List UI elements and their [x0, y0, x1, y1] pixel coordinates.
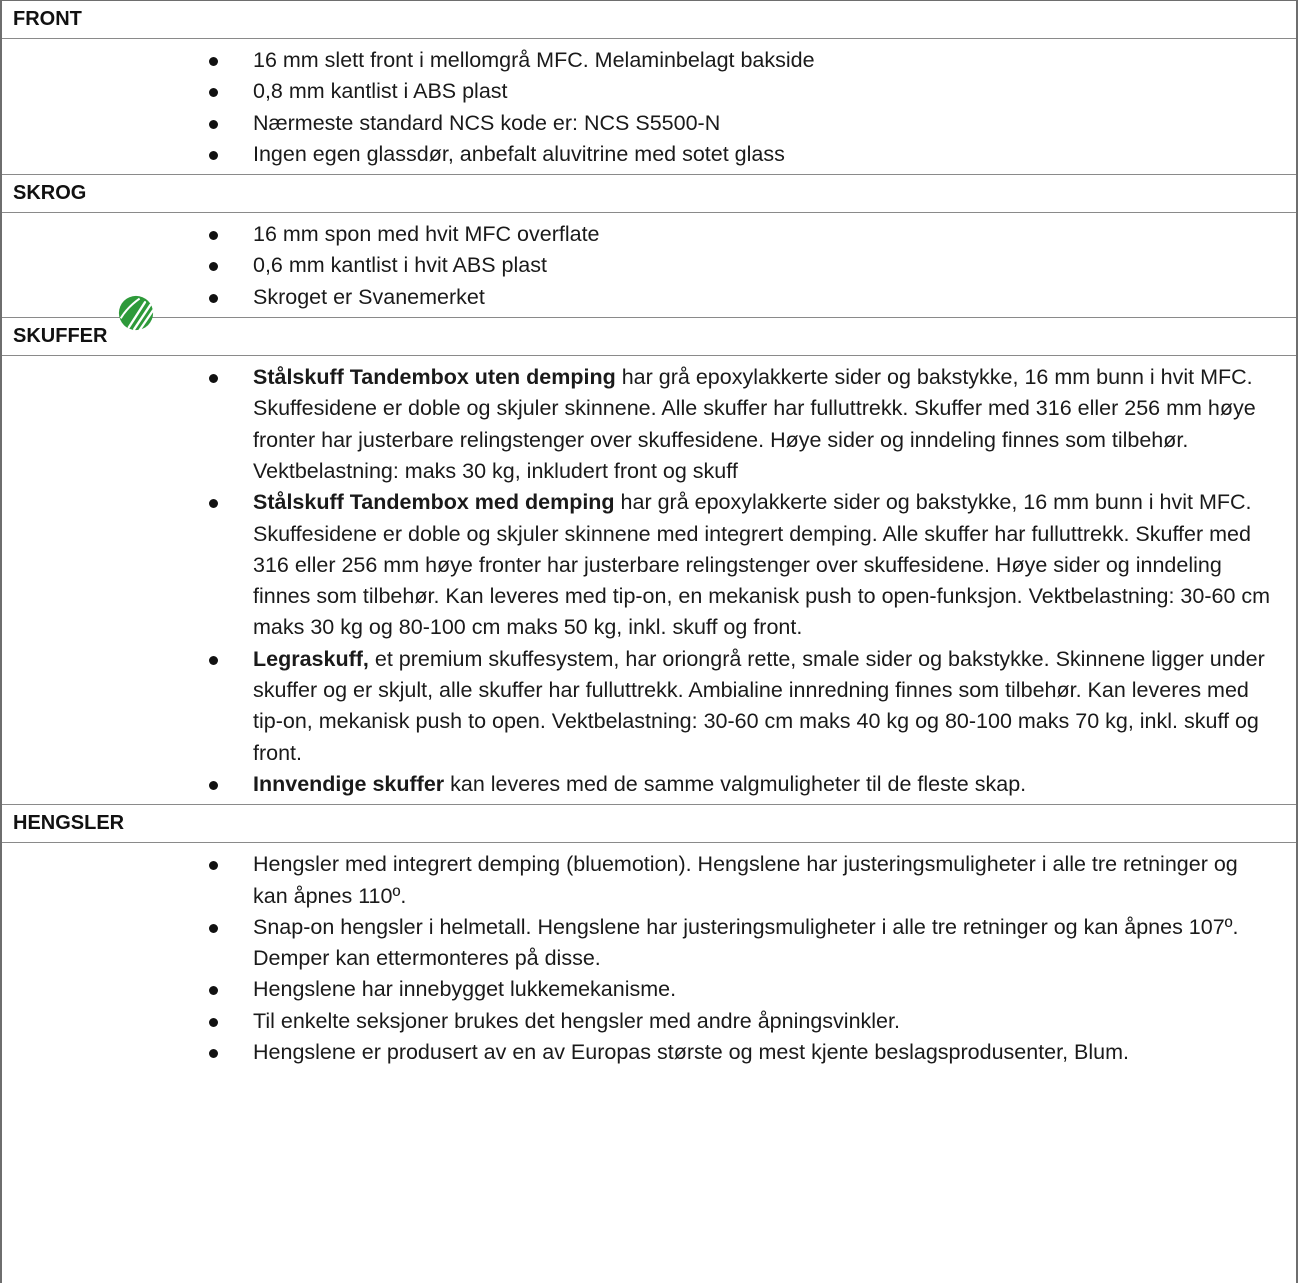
- list-item: 0,6 mm kantlist i hvit ABS plast: [253, 250, 1272, 281]
- nordic-swan-ecolabel-icon: [118, 295, 154, 331]
- bullet-icon: [209, 120, 218, 129]
- section-header-skrog: SKROG: [2, 175, 1296, 213]
- section-body-front: [2, 39, 1296, 175]
- bullet-icon: [209, 924, 218, 933]
- bullet-icon: [209, 57, 218, 66]
- section-header-skuffer: SKUFFER: [2, 318, 1296, 356]
- bullet-icon: [209, 986, 218, 995]
- list-item: Hengslene har innebygget lukkemekanisme.: [253, 974, 1272, 1005]
- list-item: Stålskuff Tandembox med demping har grå epoxylakkerte sider og bakstykke, 16 mm bunn i hvit MFC. Skuffesidene er doble og skjuler skinnene med integrert demping. Alle skuffer har fulluttrekk. Skuffer med 316 eller 256 mm høye fronter har justerbare relingstenger over skuffesidene. Høye sider og inndeling finnes som tilbehør. Kan leveres med tip-on, en mekanisk push to open-funksjon. Vektbelastning: 30-60 cm maks 30 kg og 80-100 cm maks 50 kg, inkl. skuff og front.: [253, 487, 1272, 643]
- list-item: Snap-on hengsler i helmetall. Hengslene har justeringsmuligheter i alle tre retninger og kan åpnes 107º. Demper kan ettermonteres på disse.: [253, 912, 1272, 975]
- bullet-icon: [209, 294, 218, 303]
- bullet-list-front: [2, 45, 1296, 170]
- section-header-hengsler: HENGSLER: [2, 805, 1296, 843]
- bullet-icon: [209, 499, 218, 508]
- list-item: 0,8 mm kantlist i ABS plast: [253, 76, 1272, 107]
- bullet-icon: [209, 88, 218, 97]
- list-item: Til enkelte seksjoner brukes det hengsler med andre åpningsvinkler.: [253, 1006, 1272, 1037]
- list-item: Ingen egen glassdør, anbefalt aluvitrine med sotet glass: [253, 139, 1272, 170]
- bullet-icon: [209, 151, 218, 160]
- bullet-list-skrog: [2, 219, 1296, 313]
- bullet-icon: [209, 861, 218, 870]
- bullet-list-skuffer: [2, 362, 1296, 800]
- list-item: 16 mm spon med hvit MFC overflate: [253, 219, 1272, 250]
- bullet-icon: [209, 262, 218, 271]
- section-body-hengsler: [2, 843, 1296, 1072]
- bullet-icon: [209, 781, 218, 790]
- bullet-icon: [209, 374, 218, 383]
- bullet-icon: [209, 1049, 218, 1058]
- section-body-skrog: [2, 213, 1296, 318]
- bullet-list-hengsler: [2, 849, 1296, 1068]
- section-body-skuffer: [2, 356, 1296, 805]
- list-item: Nærmeste standard NCS kode er: NCS S5500-N: [253, 108, 1272, 139]
- bullet-icon: [209, 1018, 218, 1027]
- list-item: Innvendige skuffer kan leveres med de samme valgmuligheter til de fleste skap.: [253, 769, 1272, 800]
- list-item: Hengsler med integrert demping (bluemotion). Hengslene har justeringsmuligheter i alle tre retninger og kan åpnes 110º.: [253, 849, 1272, 912]
- list-item: Stålskuff Tandembox uten demping har grå epoxylakkerte sider og bakstykke, 16 mm bunn i hvit MFC. Skuffesidene er doble og skjuler skinnene. Alle skuffer har fulluttrekk. Skuffer med 316 eller 256 mm høye fronter har justerbare relingstenger over skuffesidene. Høye sider og inndeling finnes som tilbehør. Vektbelastning: maks 30 kg, inkludert front og skuff: [253, 362, 1272, 487]
- list-item: Skroget er Svanemerket: [253, 282, 1272, 313]
- list-item: Hengslene er produsert av en av Europas største og mest kjente beslagsprodusenter, Blum.: [253, 1037, 1272, 1068]
- section-header-front: FRONT: [2, 1, 1296, 39]
- bullet-icon: [209, 656, 218, 665]
- list-item: Legraskuff, et premium skuffesystem, har oriongrå rette, smale sider og bakstykke. Skinnene ligger under skuffer og er skjult, alle skuffer har fulluttrekk. Ambialine innredning finnes som tilbehør. Kan leveres med tip-on, mekanisk push to open. Vektbelastning: 30-60 cm maks 40 kg og 80-100 maks 70 kg, inkl. skuff og front.: [253, 644, 1272, 769]
- list-item: 16 mm slett front i mellomgrå MFC. Melaminbelagt bakside: [253, 45, 1272, 76]
- bullet-icon: [209, 231, 218, 240]
